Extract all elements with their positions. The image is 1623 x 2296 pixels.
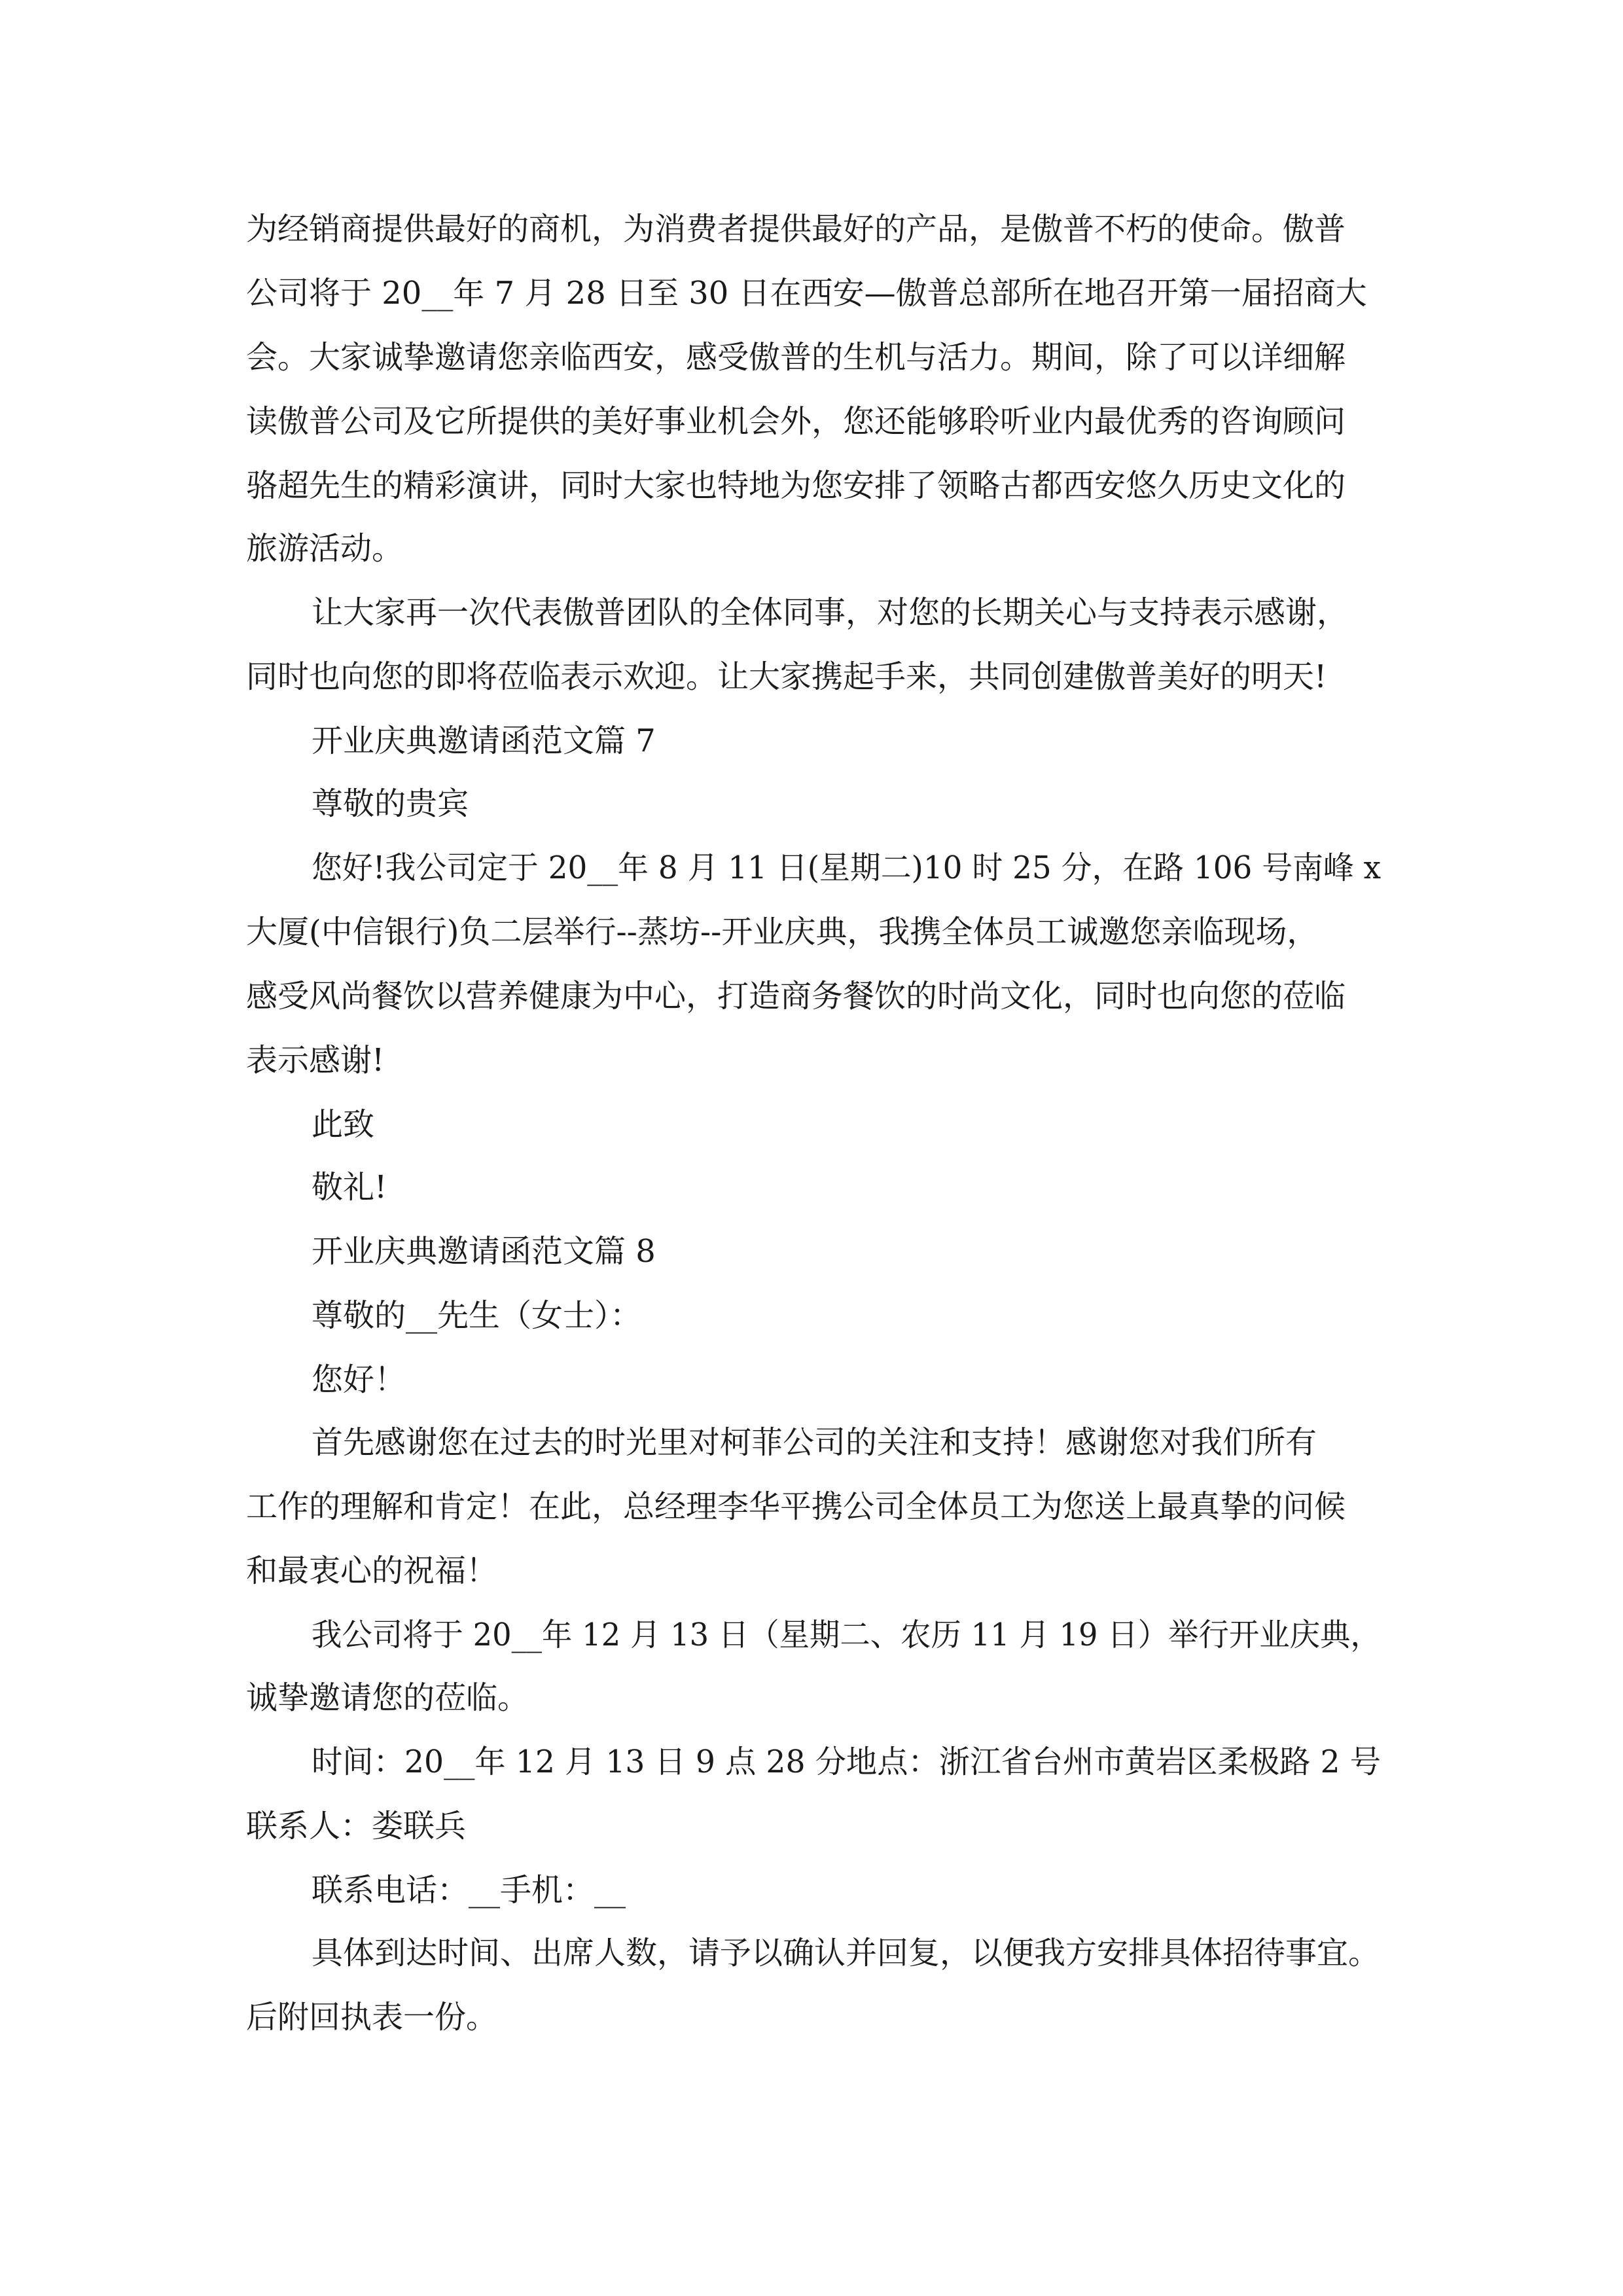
paragraph-line: 您好!我公司定于 20__年 8 月 11 日(星期二)10 时 25 分，在路 106 号南峰 x xyxy=(312,850,1382,886)
paragraph-line: 首先感谢您在过去的时光里对柯菲公司的关注和支持！感谢您对我们所有 xyxy=(312,1424,1317,1461)
paragraph-line: 我公司将于 20__年 12 月 13 日（星期二、农历 11 月 19 日）举行开业庆典， xyxy=(312,1617,1381,1653)
paragraph-line: 感受风尚餐饮以营养健康为中心，打造商务餐饮的时尚文化，同时也向您的莅临 xyxy=(246,978,1346,1014)
paragraph-line: 联系人：娄联兵 xyxy=(246,1808,467,1844)
paragraph-line: 为经销商提供最好的商机，为消费者提供最好的产品，是傲普不朽的使命。傲普 xyxy=(246,211,1346,247)
salutation: 尊敬的贵宾 xyxy=(312,785,469,822)
section-heading: 开业庆典邀请函范文篇 7 xyxy=(312,723,656,759)
paragraph-line: 会。大家诚挚邀请您亲临西安，感受傲普的生机与活力。期间，除了可以详细解 xyxy=(246,339,1346,376)
section-heading: 开业庆典邀请函范文篇 8 xyxy=(312,1233,656,1270)
paragraph-line: 读傲普公司及它所提供的美好事业机会外，您还能够聆听业内最优秀的咨询顾问 xyxy=(246,403,1346,440)
greeting: 您好！ xyxy=(312,1361,406,1398)
paragraph-line: 具体到达时间、出席人数，请予以确认并回复，以便我方安排具体招待事宜。 xyxy=(312,1935,1380,1971)
paragraph-line: 联系电话：__手机：__ xyxy=(312,1872,626,1909)
paragraph-line: 时间：20__年 12 月 13 日 9 点 28 分地点：浙江省台州市黄岩区柔极路 2 号 xyxy=(312,1744,1381,1780)
paragraph-line: 让大家再一次代表傲普团队的全体同事，对您的长期关心与支持表示感谢， xyxy=(312,594,1349,631)
paragraph-line: 工作的理解和肯定！在此，总经理李华平携公司全体员工为您送上最真挚的问候 xyxy=(246,1488,1346,1525)
paragraph-line: 后附回执表一份。 xyxy=(246,1999,498,2036)
paragraph-line: 旅游活动。 xyxy=(246,530,404,567)
paragraph-line: 同时也向您的即将莅临表示欢迎。让大家携起手来，共同创建傲普美好的明天! xyxy=(246,658,1327,695)
closing-line: 此致 xyxy=(312,1106,375,1143)
paragraph-line: 和最衷心的祝福！ xyxy=(246,1552,498,1589)
salutation: 尊敬的__先生（女士）： xyxy=(312,1297,642,1334)
paragraph-line: 诚挚邀请您的莅临。 xyxy=(246,1679,529,1716)
paragraph-line: 大厦(中信银行)负二层举行--蒸坊--开业庆典，我携全体员工诚邀您亲临现场， xyxy=(246,914,1319,950)
paragraph-line: 表示感谢! xyxy=(246,1042,385,1079)
paragraph-line: 骆超先生的精彩演讲，同时大家也特地为您安排了领略古都西安悠久历史文化的 xyxy=(246,467,1346,504)
paragraph-line: 公司将于 20__年 7 月 28 日至 30 日在西安—傲普总部所在地召开第一届招商大 xyxy=(246,275,1367,312)
closing-line: 敬礼! xyxy=(312,1169,387,1206)
